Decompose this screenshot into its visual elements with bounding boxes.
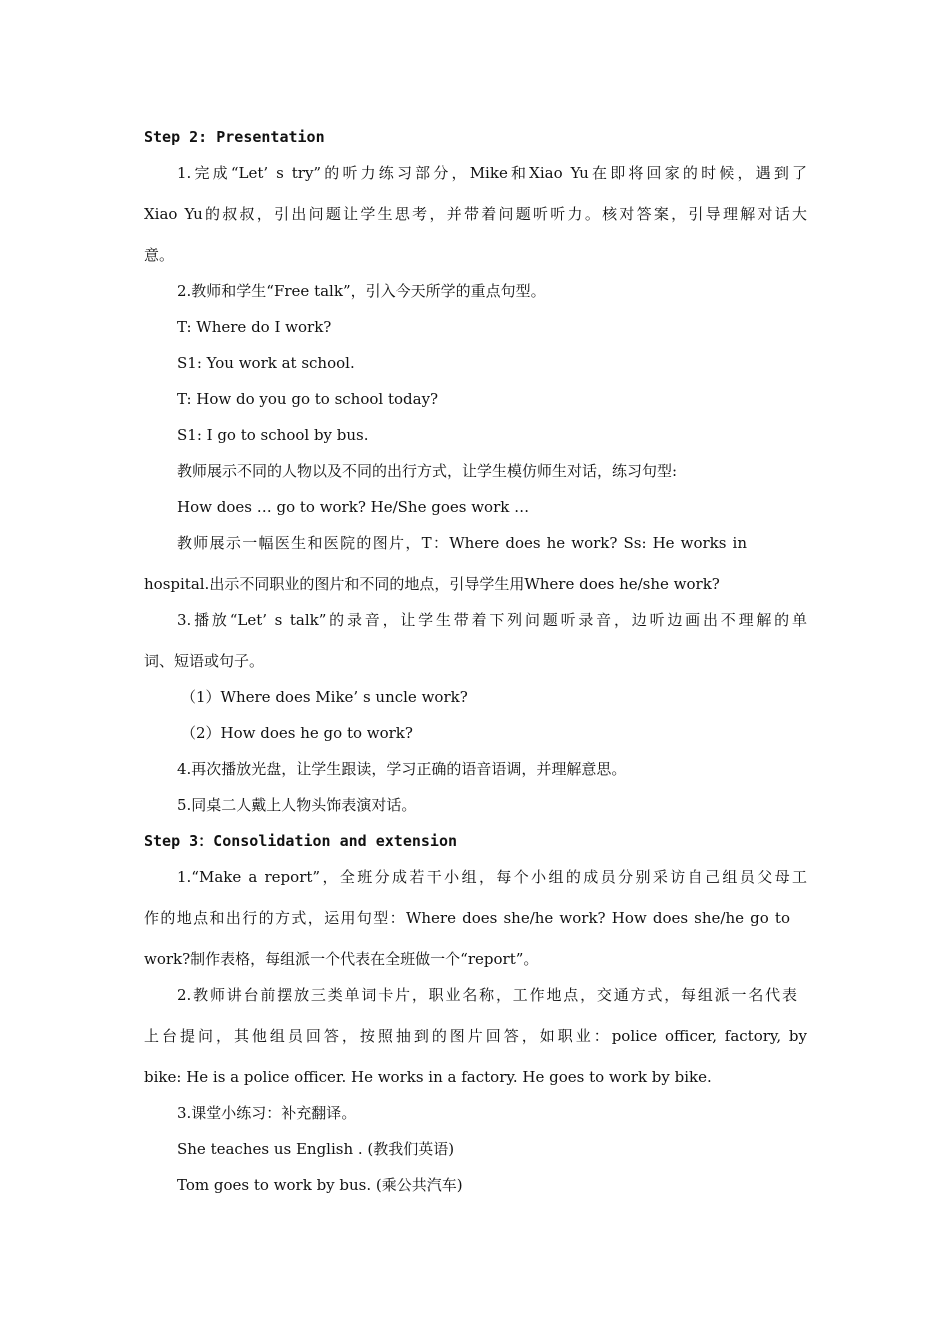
- dialogue-line-3: T: How do you go to school today?: [177, 390, 439, 408]
- step2-p1-line3: 意。: [144, 246, 175, 264]
- step2-p2c: How does … go to work? He/She goes work …: [177, 498, 530, 516]
- step2-p1-line1: 1.完成“Let’ s try”的听力练习部分，Mike和Xiao Yu在即将回家的时候，遇到了: [177, 164, 807, 182]
- dialogue-line-2: S1: You work at school.: [177, 354, 355, 372]
- step3-p1-line1: 1.“Make a report”，全班分成若干小组，每个小组的成员分别采访自己组员父母工: [177, 868, 807, 886]
- step3-p1-line2: 作的地点和出行的方式，运用句型：Where does she/he work? How does she/he go to: [144, 909, 790, 927]
- step3-p1-line3: work?制作表格，每组派一个代表在全班做一个“report”。: [144, 950, 539, 968]
- question-2: （2）How does he go to work?: [181, 724, 413, 742]
- step3-p2-line2: 上台提问，其他组员回答，按照抽到的图片回答，如职业：police officer, factory, by: [144, 1027, 807, 1045]
- step2-p1-line2: Xiao Yu的叔叔，引出问题让学生思考，并带着问题听听力。核对答案，引导理解对话大: [144, 205, 807, 223]
- step2-p3-line1: 3.播放“Let’ s talk”的录音，让学生带着下列问题听录音，边听边画出不理解的单: [177, 611, 807, 629]
- step2-p2d-line2: hospital.出示不同职业的图片和不同的地点，引导学生用Where does he/she work?: [144, 575, 720, 593]
- step2-p4: 4.再次播放光盘，让学生跟读，学习正确的语音语调，并理解意思。: [177, 760, 627, 778]
- exercise-1: She teaches us English . (教我们英语): [177, 1140, 455, 1158]
- step2-p5: 5.同桌二人戴上人物头饰表演对话。: [177, 796, 417, 814]
- step2-heading: Step 2: Presentation: [144, 128, 325, 146]
- step3-heading: Step 3：Consolidation and extension: [144, 832, 458, 850]
- step3-p2-line3: bike: He is a police officer. He works in a factory. He goes to work by bike.: [144, 1068, 712, 1086]
- step3-p3: 3.课堂小练习：补充翻译。: [177, 1104, 357, 1122]
- question-1: （1）Where does Mike’ s uncle work?: [181, 688, 468, 706]
- step2-p2: 2.教师和学生“Free talk”，引入今天所学的重点句型。: [177, 282, 546, 300]
- dialogue-line-1: T: Where do I work?: [177, 318, 332, 336]
- exercise-2: Tom goes to work by bus. (乘公共汽车): [177, 1176, 463, 1194]
- dialogue-line-4: S1: I go to school by bus.: [177, 426, 369, 444]
- step2-p2d-line1: 教师展示一幅医生和医院的图片，T：Where does he work? Ss: He works in: [177, 534, 747, 552]
- step2-p2b: 教师展示不同的人物以及不同的出行方式，让学生模仿师生对话，练习句型:: [177, 462, 678, 480]
- step3-p2-line1: 2.教师讲台前摆放三类单词卡片，职业名称，工作地点，交通方式，每组派一名代表: [177, 986, 797, 1004]
- step2-p3-line2: 词、短语或句子。: [144, 652, 265, 670]
